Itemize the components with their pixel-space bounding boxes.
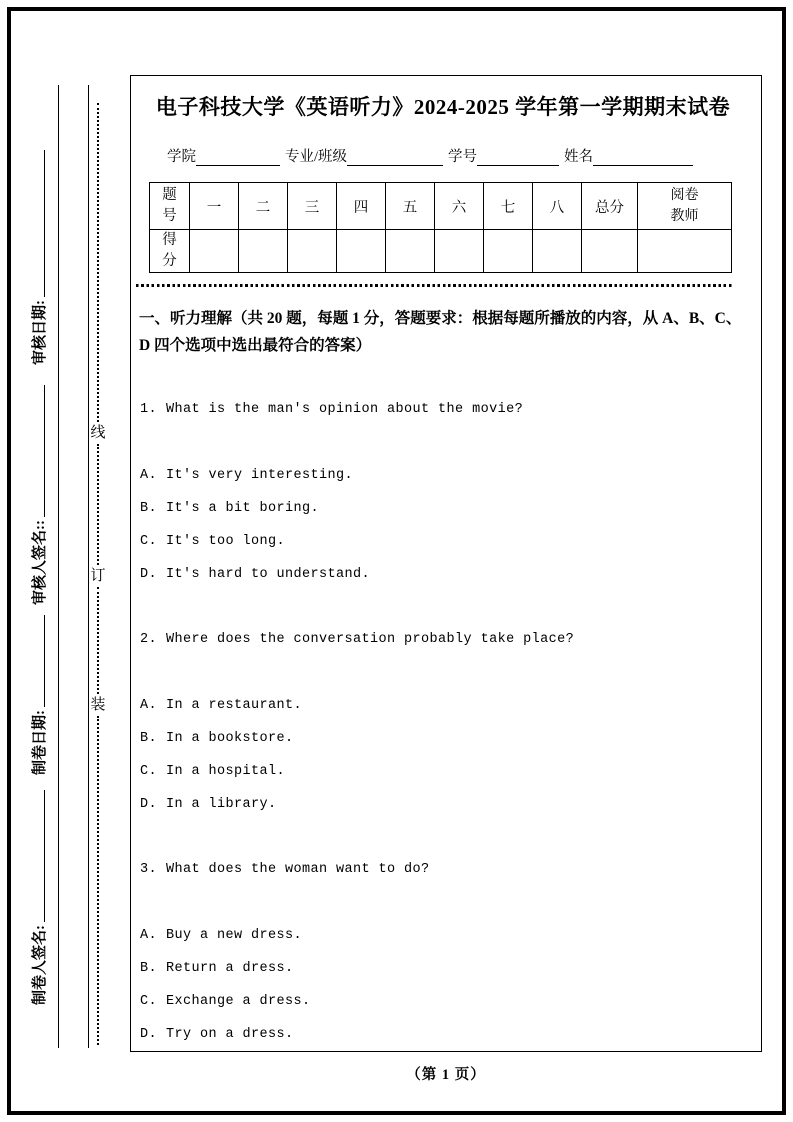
score-table-header-row <box>150 183 732 230</box>
grader-label: 阅卷教师 <box>670 188 699 224</box>
question-1-option-d <box>140 558 747 591</box>
paper-maker-signature-blank-line <box>32 790 45 922</box>
option-label: B. <box>140 731 158 747</box>
option-text: In a hospital. <box>166 764 286 780</box>
grader-cell-empty <box>638 230 732 273</box>
binding-dots <box>97 716 99 1045</box>
score-label: 得分 <box>162 232 177 270</box>
margin-field-reviewer-signature <box>28 385 48 605</box>
score-cell-empty-8 <box>533 230 582 273</box>
option-text: It's very interesting. <box>166 468 354 484</box>
question-2-option-b <box>140 722 747 755</box>
score-cell-empty-6 <box>435 230 484 273</box>
score-row-label-cell <box>150 230 190 273</box>
option-text: It's hard to understand. <box>166 567 371 583</box>
score-table-corner-cell <box>150 183 190 230</box>
option-label: A. <box>140 928 158 944</box>
exam-content-box <box>130 75 762 1052</box>
field-college-label: 学院 <box>167 149 196 165</box>
score-column-header-2: 二 <box>239 183 288 230</box>
option-label: A. <box>140 698 158 714</box>
binding-line <box>89 103 107 1045</box>
option-label: D. <box>140 797 158 813</box>
score-column-header-4: 四 <box>337 183 386 230</box>
option-text: Try on a dress. <box>166 1027 294 1043</box>
question-2-stem <box>140 623 747 656</box>
score-table-score-row <box>150 230 732 273</box>
option-text: Buy a new dress. <box>166 928 303 944</box>
page-number: （第 1 页） <box>406 1067 486 1083</box>
question-text: Where does the conversation probably take place? <box>166 632 575 648</box>
field-name-label: 姓名 <box>564 149 594 165</box>
score-column-header-5: 五 <box>386 183 435 230</box>
review-date-blank-line <box>32 150 45 297</box>
question-2-option-d <box>140 788 747 821</box>
exam-title: 电子科技大学《英语听力》2024-2025 学年第一学期期末试卷 <box>155 95 731 119</box>
question-3-option-a <box>140 919 747 952</box>
question-text: What does the woman want to do? <box>166 862 430 878</box>
option-label: D. <box>140 567 158 583</box>
question-number: 1. <box>140 402 158 418</box>
score-cell-empty-3 <box>288 230 337 273</box>
option-label: D. <box>140 1027 158 1043</box>
question-1-option-b <box>140 492 747 525</box>
option-label: A. <box>140 468 158 484</box>
score-table <box>149 182 732 273</box>
margin-field-paper-date <box>28 615 48 775</box>
field-major-class-label: 专业/班级 <box>285 149 348 165</box>
binding-dots <box>97 103 99 422</box>
question-number-label: 题号 <box>162 186 177 224</box>
option-text: It's a bit boring. <box>166 501 320 517</box>
paper-date-label: 制卷日期: <box>31 710 48 775</box>
question-1-option-a <box>140 459 747 492</box>
question-3-option-d <box>140 1018 747 1051</box>
field-student-id <box>448 145 559 166</box>
score-column-header-3: 三 <box>288 183 337 230</box>
score-cell-empty-5 <box>386 230 435 273</box>
field-student-id-blank <box>477 150 559 166</box>
section-instructions <box>139 305 747 359</box>
grader-header-cell <box>638 183 732 230</box>
question-3-option-b <box>140 952 747 985</box>
question-number: 2. <box>140 632 158 648</box>
reviewer-signature-label: 审核人签名:: <box>31 520 48 605</box>
score-cell-empty-4 <box>337 230 386 273</box>
option-text: Exchange a dress. <box>166 994 311 1010</box>
field-college <box>167 145 280 166</box>
option-text: It's too long. <box>166 534 286 550</box>
option-label: B. <box>140 501 158 517</box>
option-text: In a bookstore. <box>166 731 294 747</box>
student-info-row <box>167 145 747 166</box>
question-3 <box>140 853 747 1051</box>
score-column-header-total: 总分 <box>582 183 638 230</box>
field-name <box>564 145 693 166</box>
field-major-class-blank <box>347 150 443 166</box>
section-divider-dots <box>136 284 732 287</box>
question-number: 3. <box>140 862 158 878</box>
field-college-blank <box>196 150 280 166</box>
review-date-label: 审核日期: <box>31 300 48 365</box>
field-name-blank <box>593 150 693 166</box>
reviewer-signature-blank-line <box>32 385 45 517</box>
field-major-class <box>285 145 443 166</box>
option-label: C. <box>140 764 158 780</box>
question-3-stem <box>140 853 747 886</box>
option-text: Return a dress. <box>166 961 294 977</box>
binding-char-ding: 订 <box>90 568 106 584</box>
question-3-option-c <box>140 985 747 1018</box>
question-list <box>140 393 747 1051</box>
question-1-option-c <box>140 525 747 558</box>
score-column-header-1: 一 <box>190 183 239 230</box>
question-1-stem <box>140 393 747 426</box>
binding-char-xian: 线 <box>90 425 106 441</box>
option-text: In a library. <box>166 797 277 813</box>
option-text: In a restaurant. <box>166 698 303 714</box>
binding-char-zhuang: 装 <box>90 697 106 713</box>
question-2-option-a <box>140 689 747 722</box>
margin-field-paper-maker-signature <box>28 790 48 1005</box>
option-label: C. <box>140 994 158 1010</box>
section-instructions-line1: 一、听力理解（共 20 题，每题 1 分，答题要求：根据每题所播放的内容，从 A、B、C、 <box>139 310 742 328</box>
option-label: C. <box>140 534 158 550</box>
binding-dots <box>97 587 99 694</box>
field-student-id-label: 学号 <box>448 149 478 165</box>
score-column-header-8: 八 <box>533 183 582 230</box>
question-1 <box>140 393 747 591</box>
paper-date-blank-line <box>32 615 45 707</box>
question-text: What is the man's opinion about the movie? <box>166 402 524 418</box>
margin-rule-outer <box>58 85 59 1048</box>
question-2-option-c <box>140 755 747 788</box>
option-label: B. <box>140 961 158 977</box>
score-column-header-6: 六 <box>435 183 484 230</box>
score-cell-empty-total <box>582 230 638 273</box>
question-2 <box>140 623 747 821</box>
binding-dots <box>97 444 99 565</box>
score-cell-empty-1 <box>190 230 239 273</box>
paper-maker-signature-label: 制卷人签名: <box>31 925 48 1005</box>
margin-field-review-date <box>28 150 48 365</box>
score-column-header-7: 七 <box>484 183 533 230</box>
score-cell-empty-7 <box>484 230 533 273</box>
score-cell-empty-2 <box>239 230 288 273</box>
section-instructions-line2: D 四个选项中选出最符合的答案） <box>139 337 372 355</box>
